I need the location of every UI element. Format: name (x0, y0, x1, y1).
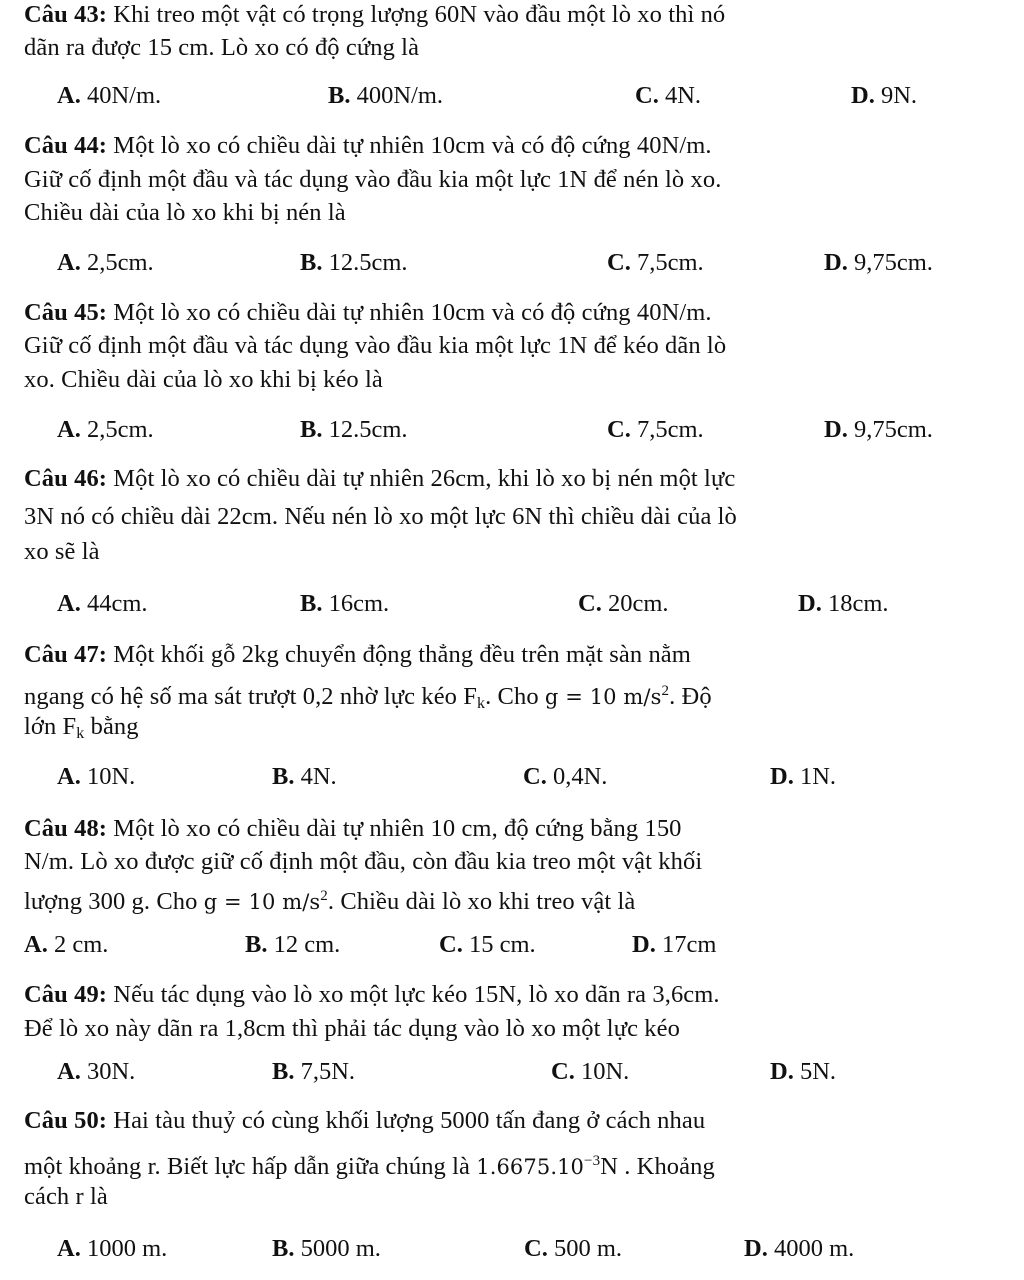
question-48-option-a: A. 2 cm. (24, 931, 109, 958)
question-45-option-a: A. 2,5cm. (57, 416, 154, 443)
question-44-line-1: Câu 44: Một lò xo có chiều dài tự nhiên 10cm và có độ cứng 40N/m. (24, 132, 712, 159)
question-47-option-d: D. 1N. (770, 763, 837, 790)
question-45-option-b: B. 12.5cm. (300, 416, 408, 443)
question-49-line-1: Câu 49: Nếu tác dụng vào lò xo một lực kéo 15N, lò xo dãn ra 3,6cm. (24, 981, 720, 1008)
question-48-g-formula: g = 10 m/s (203, 890, 321, 914)
question-46-option-c: C. 20cm. (578, 590, 669, 617)
question-45-number: Câu 45: (24, 299, 108, 326)
question-50-option-d: D. 4000 m. (744, 1235, 855, 1262)
question-45-option-d: D. 9,75cm. (824, 416, 933, 443)
question-48-line-2: N/m. Lò xo được giữ cố định một đầu, còn đầu kia treo một vật khối (24, 848, 703, 875)
question-45-line-3: xo. Chiều dài của lò xo khi bị kéo là (24, 366, 383, 393)
question-43-option-b: B. 400N/m. (328, 82, 444, 109)
question-47-option-b: B. 4N. (272, 763, 337, 790)
question-49-option-b: B. 7,5N. (272, 1058, 356, 1085)
question-43-line-2: dãn ra được 15 cm. Lò xo có độ cứng là (24, 34, 420, 61)
question-48-number: Câu 48: (24, 815, 108, 842)
question-49-option-a: A. 30N. (57, 1058, 136, 1085)
question-46-line-1: Câu 46: Một lò xo có chiều dài tự nhiên 26cm, khi lò xo bị nén một lực (24, 465, 736, 492)
question-50-option-b: B. 5000 m. (272, 1235, 381, 1262)
question-49-line-2: Để lò xo này dãn ra 1,8cm thì phải tác dụng vào lò xo một lực kéo (24, 1015, 680, 1042)
question-45-option-c: C. 7,5cm. (607, 416, 704, 443)
question-49-number: Câu 49: (24, 981, 108, 1008)
question-44-option-b: B. 12.5cm. (300, 249, 408, 276)
question-47-option-c: C. 0,4N. (523, 763, 608, 790)
question-45-line-1: Câu 45: Một lò xo có chiều dài tự nhiên 10cm và có độ cứng 40N/m. (24, 299, 712, 326)
question-50-line-1: Câu 50: Hai tàu thuỷ có cùng khối lượng 5000 tấn đang ở cách nhau (24, 1107, 706, 1134)
question-46-option-d: D. 18cm. (798, 590, 889, 617)
question-50-force-value: 1.6675.10 (476, 1155, 585, 1179)
question-50-option-c: C. 500 m. (524, 1235, 623, 1262)
question-46-option-b: B. 16cm. (300, 590, 390, 617)
question-46-line-2: 3N nó có chiều dài 22cm. Nếu nén lò xo một lực 6N thì chiều dài của lò (24, 503, 737, 530)
question-48-line-3: lượng 300 g. Cho g = 10 $m/s^2$. Chiều dài lò xo khi treo vật là (24, 888, 636, 915)
question-47-option-a: A. 10N. (57, 763, 136, 790)
question-47-line-1: Câu 47: Một khối gỗ 2kg chuyển động thẳng đều trên mặt sàn nằm (24, 641, 691, 668)
question-44-number: Câu 44: (24, 132, 108, 159)
question-44-option-a: A. 2,5cm. (57, 249, 154, 276)
question-47-number: Câu 47: (24, 641, 108, 668)
question-43-option-a: A. 40N/m. (57, 82, 162, 109)
question-49-option-c: C. 10N. (551, 1058, 630, 1085)
question-44-option-d: D. 9,75cm. (824, 249, 933, 276)
question-47-g-formula: g = 10 m/s (544, 685, 662, 709)
question-45-line-2: Giữ cố định một đầu và tác dụng vào đầu kia một lực 1N để kéo dãn lò (24, 332, 727, 359)
question-48-option-d: D. 17cm (632, 931, 717, 958)
question-50-option-a: A. 1000 m. (57, 1235, 168, 1262)
question-46-line-3: xo sẽ là (24, 538, 100, 565)
question-48-option-b: B. 12 cm. (245, 931, 341, 958)
question-48-option-c: C. 15 cm. (439, 931, 536, 958)
question-46-number: Câu 46: (24, 465, 108, 492)
question-50-line-2: một khoảng r. Biết lực hấp dẫn giữa chúng là $1.6675.10^{-3}N$ . Khoảng (24, 1153, 715, 1180)
question-43-option-d: D. 9N. (851, 82, 918, 109)
question-47-line-2: ngang có hệ số ma sát trượt 0,2 nhờ lực kéo $F_k$. Cho g = 10 $m/s^2$. Độ (24, 683, 712, 712)
question-50-number: Câu 50: (24, 1107, 108, 1134)
question-43-option-c: C. 4N. (635, 82, 702, 109)
question-43-line-1: Câu 43: Khi treo một vật có trọng lượng 60N vào đầu một lò xo thì nó (24, 1, 726, 28)
question-46-option-a: A. 44cm. (57, 590, 148, 617)
question-43-number: Câu 43: (24, 1, 108, 28)
question-47-line-3: lớn $F_k$ bằng (24, 713, 139, 742)
question-44-line-2: Giữ cố định một đầu và tác dụng vào đầu kia một lực 1N để nén lò xo. (24, 166, 722, 193)
question-50-line-3: cách r là (24, 1183, 108, 1210)
question-49-option-d: D. 5N. (770, 1058, 837, 1085)
question-44-line-3: Chiều dài của lò xo khi bị nén là (24, 199, 346, 226)
question-44-option-c: C. 7,5cm. (607, 249, 704, 276)
question-48-line-1: Câu 48: Một lò xo có chiều dài tự nhiên 10 cm, độ cứng bằng 150 (24, 815, 682, 842)
